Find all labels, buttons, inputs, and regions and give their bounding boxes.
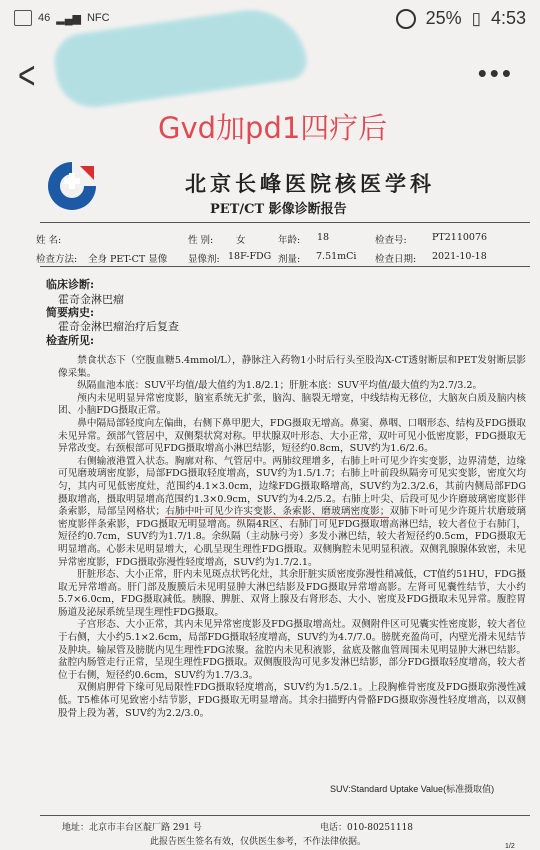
footer-address: 地址：北京市丰台区靛厂路 291 号 bbox=[62, 823, 202, 833]
page-number: 1/2 bbox=[505, 843, 515, 850]
findings-paragraph: 颅内未见明显异常密度影，脑室系统无扩张，脑沟、脑裂无增宽，中线结构无移位，大脑灰白质及脑内核团、小脑FDG摄取正常。 bbox=[58, 392, 526, 417]
agent-value: 18F-FDG bbox=[228, 251, 272, 262]
status-left bbox=[14, 10, 110, 26]
battery-level: 25% bbox=[425, 8, 462, 28]
divider bbox=[40, 815, 530, 816]
findings-paragraph bbox=[58, 456, 526, 569]
date-label: 检查日期: bbox=[375, 254, 417, 265]
age-value: 18 bbox=[317, 232, 330, 243]
findings-sentence: 双肺下叶可见少许斑片状磨玻璃密度影伴条索影，FDG摄取无明显增高。纵隔4R区、右肺门可见FDG摄取增高淋巴结，较大者位于右肺门，短径约0.7cm，SUV约为1.7/1.8。余纵隔（主动脉弓旁）多发小淋巴结，较大者短径约0.5cm，FDG摄取无明显增高。心影未见明显增大，心肌呈现生理性FDG摄取。双侧胸腔未见明显积液。双侧乳腺腺体致密，未见异常密度影，FDG摄取弥漫性轻度增高，SUV约为1.7/2.1。 bbox=[58, 506, 527, 568]
dose-label: 剂量: bbox=[278, 254, 301, 265]
name-label: 姓 名: bbox=[36, 235, 62, 246]
footer-disclaimer: 此报告医生签名有效，仅供医生参考，不作法律依据。 bbox=[150, 837, 367, 847]
signal-icon: ▂▄▆ bbox=[56, 12, 81, 25]
exam-id-label: 检查号: bbox=[375, 235, 407, 246]
dose-value: 7.51mCi bbox=[316, 251, 357, 262]
findings-label: 检查所见: bbox=[46, 334, 95, 347]
status-right bbox=[396, 8, 526, 29]
findings-sentence: 右肺上叶尖、后段可见少许磨玻璃密度影伴条索影，局部呈网格状； bbox=[58, 493, 526, 518]
signal-label: 46 bbox=[38, 12, 51, 24]
hospital-logo-icon bbox=[44, 160, 100, 210]
history-label: 简要病史: bbox=[46, 306, 95, 319]
battery-icon: ▯ bbox=[471, 8, 481, 28]
suv-note: SUV:Standard Uptake Value(标准摄取值) bbox=[330, 784, 495, 794]
date-value: 2021-10-18 bbox=[432, 251, 487, 262]
report-subtitle: PET/CT 影像诊断报告 bbox=[210, 202, 347, 217]
clock: 4:53 bbox=[490, 8, 526, 28]
findings-text bbox=[58, 355, 526, 720]
footer-phone: 电话：010-80251118 bbox=[320, 823, 414, 833]
handwritten-note: Gvd加pd1四疗后 bbox=[158, 111, 388, 145]
highlighted-finding: 右肺中叶可见少许实变影、条索影、磨玻璃密度影； bbox=[165, 506, 390, 518]
divider bbox=[40, 222, 530, 223]
sex-value: 女 bbox=[236, 235, 246, 246]
agent-label: 显像剂: bbox=[188, 254, 220, 265]
method-value: 全身 PET-CT 显像 bbox=[88, 254, 168, 265]
nfc-label: NFC bbox=[86, 12, 110, 24]
diagnosis-label: 临床诊断: bbox=[46, 278, 95, 291]
age-label: 年龄: bbox=[278, 235, 301, 246]
back-icon[interactable]: < bbox=[18, 54, 36, 98]
exam-id-value: PT2110076 bbox=[432, 232, 488, 243]
alarm-icon bbox=[396, 9, 416, 29]
findings-sentence: 右侧输液港置入状态。胸廓对称、气管居中。两肺纹理增多，右肺上叶可见少许实变影，边界清楚，边缘可见磨玻璃密度影，局部FDG摄取轻度增高，SUV约为1.5/1.7；右肺上叶前段纵隔旁可见实变影，密度欠均匀，其内可见低密度灶，范围约4.1×3.0cm，边缘FDG摄取略增高，SUV约为2.3/2.6，其前内侧局部FDG摄取增高，摄取明显增高范围约1.3×0.9cm，SUV约为4.2/5.2。 bbox=[58, 455, 526, 505]
sex-label: 性 别: bbox=[188, 235, 214, 246]
hospital-name: 北京长峰医院核医学科 bbox=[185, 171, 435, 196]
diagnosis-value: 霍奇金淋巴瘤 bbox=[58, 293, 124, 306]
more-options-icon[interactable]: ••• bbox=[477, 58, 514, 88]
findings-paragraph: 双侧肩胛骨下缘可见局限性FDG摄取轻度增高，SUV约为1.5/2.1。上段胸椎骨密度及FDG摄取弥漫性减低。T5椎体可见致密小结节影，FDG摄取无明显增高。其余扫描野内骨骼FDG摄取弥漫性轻度增高，以双侧股骨上段为著，SUV约为2.2/3.0。 bbox=[58, 682, 526, 719]
findings-paragraph: 肝脏形态、大小正常，肝内未见斑点状钙化灶，其余肝脏实质密度弥漫性稍减低，CT值约51HU，FDG摄取无异常增高。肝门部及腹膜后未见明显肿大淋巴结影及FDG摄取异常增高影。左肾可见囊性结节，大小约5.7×6.0cm，FDG摄取减低。胰腺、脾脏、双肾上腺及右肾形态、大小、密度及FDG摄取未见异常。腹腔胃肠道及泌尿系统呈现生理性FDG摄取。 bbox=[58, 569, 526, 618]
method-label: 检查方法: bbox=[36, 254, 78, 265]
divider bbox=[40, 266, 530, 267]
hd-icon bbox=[14, 10, 32, 26]
findings-paragraph: 禁食状态下（空腹血糖5.4mmol/L），静脉注入药物1小时后行头至股沟X-CT透射断层和PET发射断层影像采集。 bbox=[58, 355, 526, 379]
findings-paragraph: 鼻中隔局部轻度向左偏曲，右侧下鼻甲肥大，FDG摄取无增高。鼻窦、鼻咽、口咽形态、结构及FDG摄取未见异常。颈部气管居中，双侧梨状窝对称。甲状腺双叶形态、大小正常，双叶可见小低密度影，FDG摄取无异常改变。右颈根部可见FDG摄取增高小淋巴结影，短径约0.8cm，SUV约为1.6/2.6。 bbox=[58, 417, 526, 455]
findings-paragraph: 纵隔血池本底：SUV平均值/最大值约为1.8/2.1；肝脏本底：SUV平均值/最大值约为2.7/3.2。 bbox=[77, 380, 483, 392]
findings-paragraph: 子宫形态、大小正常，其内未见异常密度影及FDG摄取增高灶。双侧附件区可见囊实性密度影，较大者位于右侧，大小约5.1×2.6cm，局部FDG摄取轻度增高，SUV约为4.7/7.0。膀胱充盈尚可，内壁光滑未见结节及肿块。输尿管及膀胱内见生理性FDG浓聚。盆腔内未见积液影，盆底及髂血管周围未见明显肿大淋巴结影。盆腔内肠管走行正常，呈现生理性FDG摄取。双侧腹股沟可见多发淋巴结影，部分FDG摄取轻度增高，较大者位于右侧，短径约0.6cm，SUV约为1.7/3.3。 bbox=[58, 619, 526, 681]
history-value: 霍奇金淋巴瘤治疗后复查 bbox=[58, 320, 179, 333]
